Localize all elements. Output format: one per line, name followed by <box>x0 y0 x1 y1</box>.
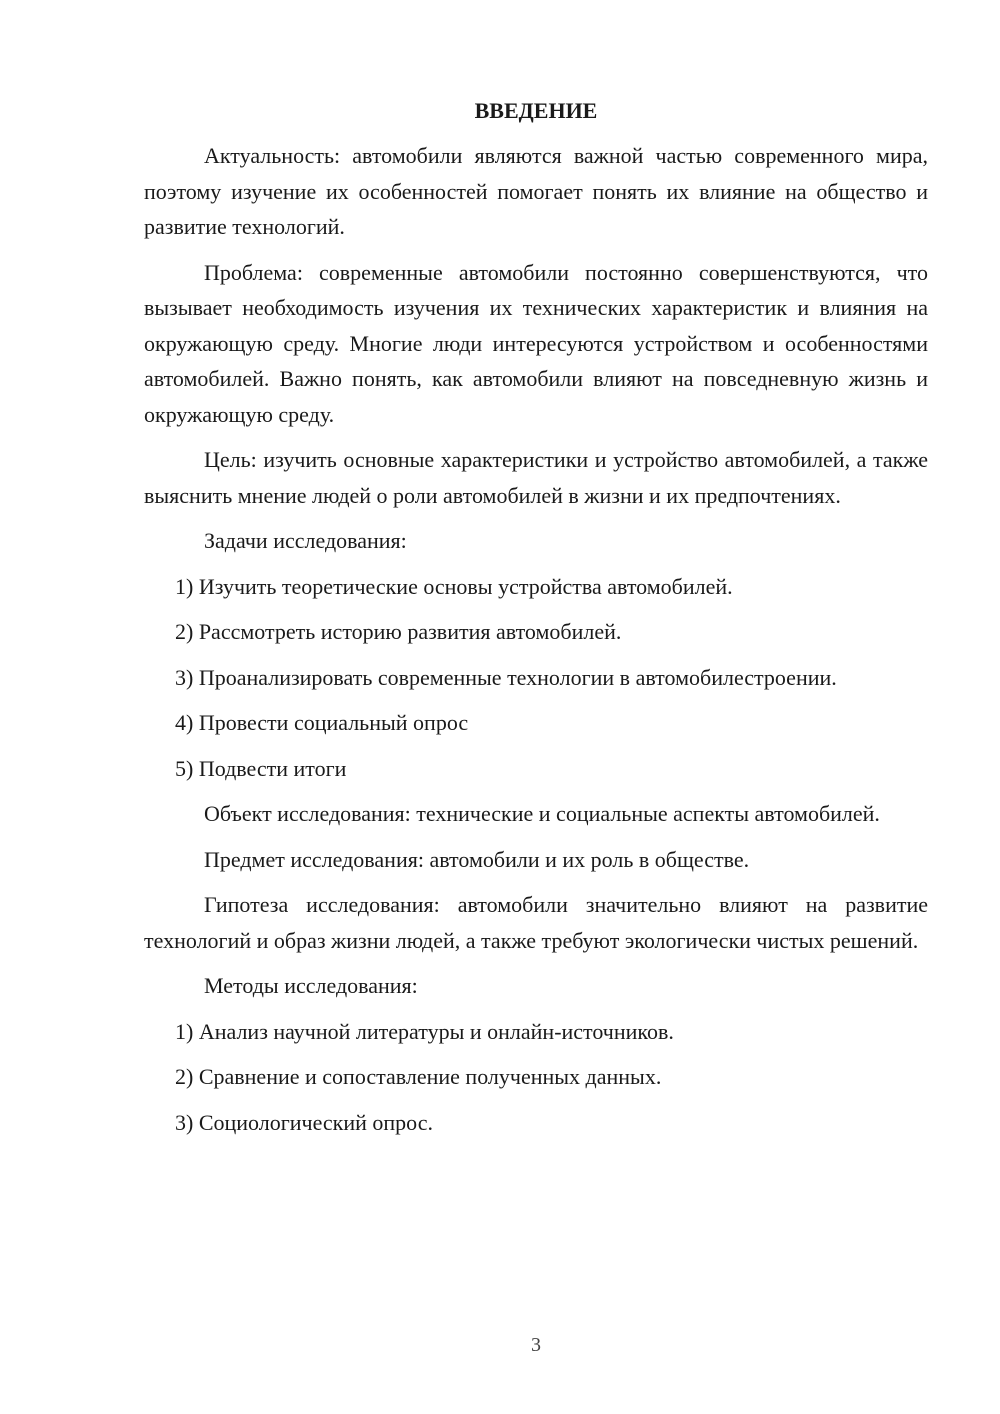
document-body <box>144 96 928 1150</box>
list-item: 3) Проанализировать современные технологии в автомобилестроении. <box>175 664 837 690</box>
hypothesis-paragraph: Гипотеза исследования: автомобили значительно влияют на развитие технологий и образ жизни людей, а также требуют экологически чистых решений. <box>144 892 928 953</box>
tasks-list <box>144 569 928 787</box>
goal-paragraph: Цель: изучить основные характеристики и устройство автомобилей, а также выяснить мнение людей о роли автомобилей в жизни и их предпочтениях. <box>144 447 928 508</box>
relevance-paragraph: Актуальность: автомобили являются важной частью современного мира, поэтому изучение их особенностей помогает понять их влияние на общество и развитие технологий. <box>144 143 928 239</box>
list-item: 1) Изучить теоретические основы устройства автомобилей. <box>175 573 733 599</box>
methods-label: Методы исследования: <box>204 973 418 998</box>
problem-paragraph: Проблема: современные автомобили постоянно совершенствуются, что вызывает необходимость изучения их технических характеристик и влияния на окружающую среду. Многие люди интересуются устройством и особенностями автомобилей. Важно понять, как автомобили влияют на повседневную жизнь и окружающую среду. <box>144 259 928 427</box>
list-item: 1) Анализ научной литературы и онлайн-источников. <box>175 1018 674 1044</box>
tasks-label: Задачи исследования: <box>204 528 407 553</box>
list-item: 5) Подвести итоги <box>175 755 347 781</box>
list-item: 4) Провести социальный опрос <box>175 710 469 735</box>
methods-list <box>144 1014 928 1141</box>
object-paragraph: Объект исследования: технические и социальные аспекты автомобилей. <box>204 801 880 826</box>
subject-paragraph: Предмет исследования: автомобили и их роль в обществе. <box>204 846 750 872</box>
section-heading: ВВЕДЕНИЕ <box>474 98 598 123</box>
list-item: 2) Сравнение и сопоставление полученных данных. <box>175 1064 662 1089</box>
list-item: 2) Рассмотреть историю развития автомобилей. <box>175 619 622 644</box>
page-number: 3 <box>531 1334 541 1356</box>
list-item: 3) Социологический опрос. <box>175 1109 433 1135</box>
